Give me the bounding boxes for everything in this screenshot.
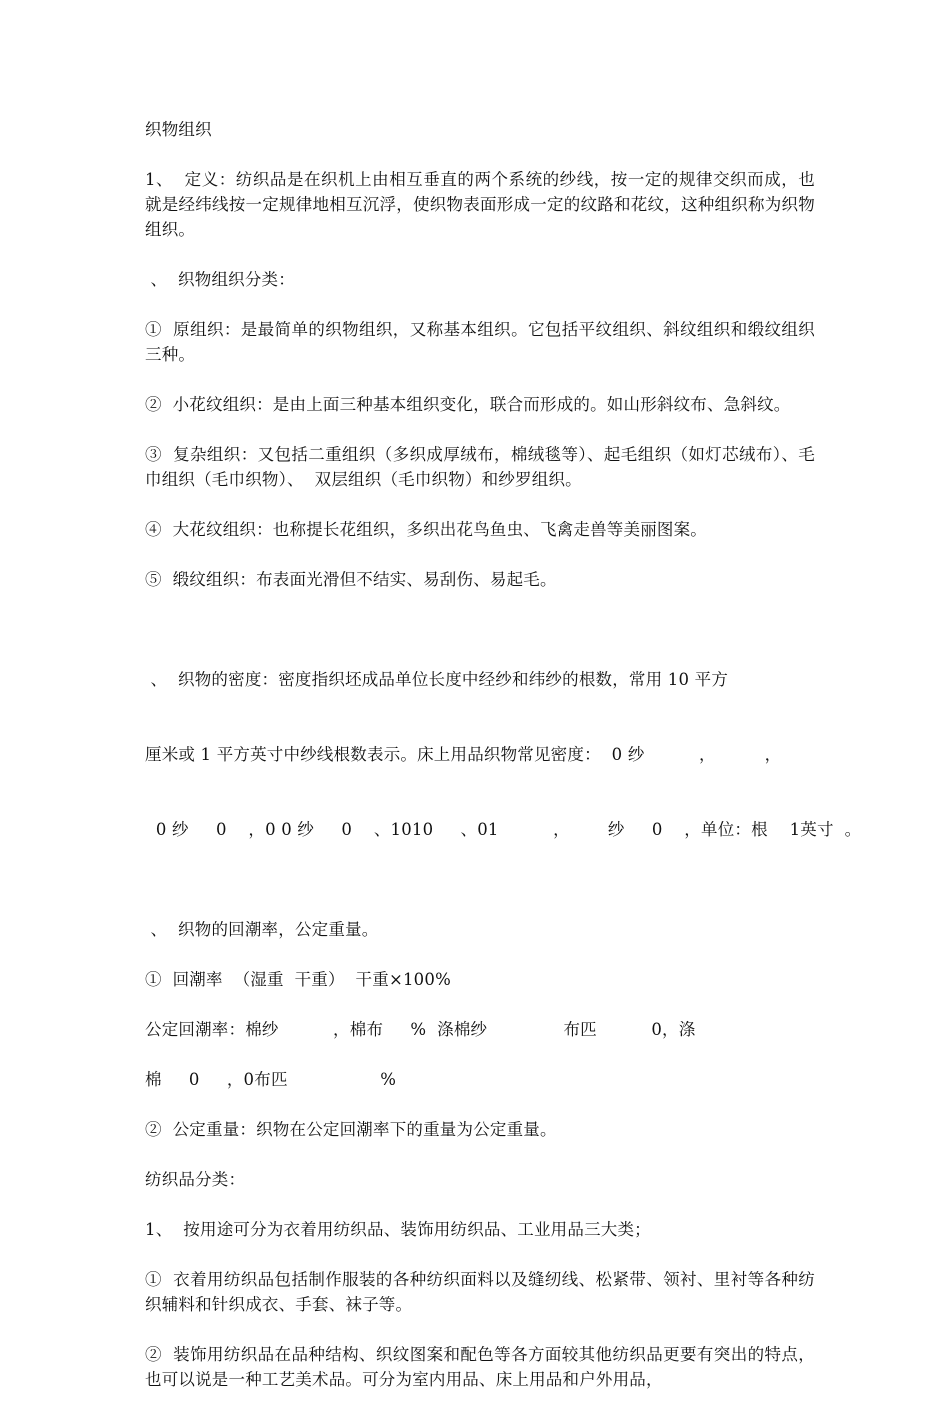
density-line-2: 厘米或 1 平方英寸中纱线根数表示。床上用品织物常见密度： 0 纱 ， ， — [145, 745, 782, 764]
paragraph-satin: ⑤ 缎纹组织：布表面光滑但不结实、易刮伤、易起毛。 — [145, 570, 557, 589]
paragraph-clothing-textiles: ① 衣着用纺织品包括制作服装的各种纺织面料以及缝纫线、松紧带、领衬、里衬等各种纺织辅料和针织成衣、手套、袜子等。 — [145, 1270, 815, 1314]
paragraph-definition: 1、 定义：纺织品是在织机上由相互垂直的两个系统的纱线，按一定的规律交织而成，也就是经纬线按一定规律地相互沉浮，使织物表面形成一定的纹路和花纹，这种组织称为织物组织。 — [145, 170, 815, 239]
paragraph-complex-weave: ③ 复杂组织：又包括二重组织（多织成厚绒布，棉绒毯等）、起毛组织（如灯芯绒布）、毛巾组织（毛巾织物）、 双层组织（毛巾织物）和纱罗组织。 — [145, 445, 815, 489]
paragraph-classification-heading: 、 织物组织分类： — [145, 270, 295, 289]
paragraph-standard-moisture-cont: 棉 0 ，0布匹 % — [145, 1070, 397, 1089]
paragraph-density — [145, 617, 862, 892]
doc-title: 织物组织 — [145, 120, 212, 139]
paragraph-by-use: 1、 按用途可分为衣着用纺织品、装饰用纺织品、工业用品三大类； — [145, 1220, 651, 1239]
density-line-1: 、 织物的密度：密度指织坯成品单位长度中经纱和纬纱的根数，常用 10 平方 — [145, 670, 729, 689]
paragraph-standard-moisture: 公定回潮率：棉纱 ，棉布 % 涤棉纱 布匹 0，涤 — [145, 1020, 696, 1039]
paragraph-small-pattern: ② 小花纹组织：是由上面三种基本组织变化，联合而形成的。如山形斜纹布、急斜纹。 — [145, 395, 791, 414]
paragraph-moisture-formula: ① 回潮率 （湿重 干重） 干重×100% — [145, 970, 451, 989]
density-line-3: 0 纱 0 ，0 0 纱 0 、1010 、01 ， 纱 0 ，单位：根 1英寸 。 — [145, 820, 862, 839]
paragraph-moisture-heading: 、 织物的回潮率，公定重量。 — [145, 920, 379, 939]
paragraph-jacquard: ④ 大花纹组织：也称提长花组织，多织出花鸟鱼虫、飞禽走兽等美丽图案。 — [145, 520, 707, 539]
paragraph-standard-weight: ② 公定重量：织物在公定回潮率下的重量为公定重量。 — [145, 1120, 557, 1139]
paragraph-decorative-textiles: ② 装饰用纺织品在品种结构、织纹图案和配色等各方面较其他纺织品更要有突出的特点，也可以说是一种工艺美术品。可分为室内用品、床上用品和户外用品， — [145, 1345, 815, 1389]
document-body — [145, 117, 862, 1417]
paragraph-textile-classification: 纺织品分类： — [145, 1170, 246, 1189]
paragraph-basic-weave: ① 原组织：是最简单的织物组织，又称基本组织。它包括平纹组织、斜纹组织和缎纹组织三种。 — [145, 320, 815, 364]
